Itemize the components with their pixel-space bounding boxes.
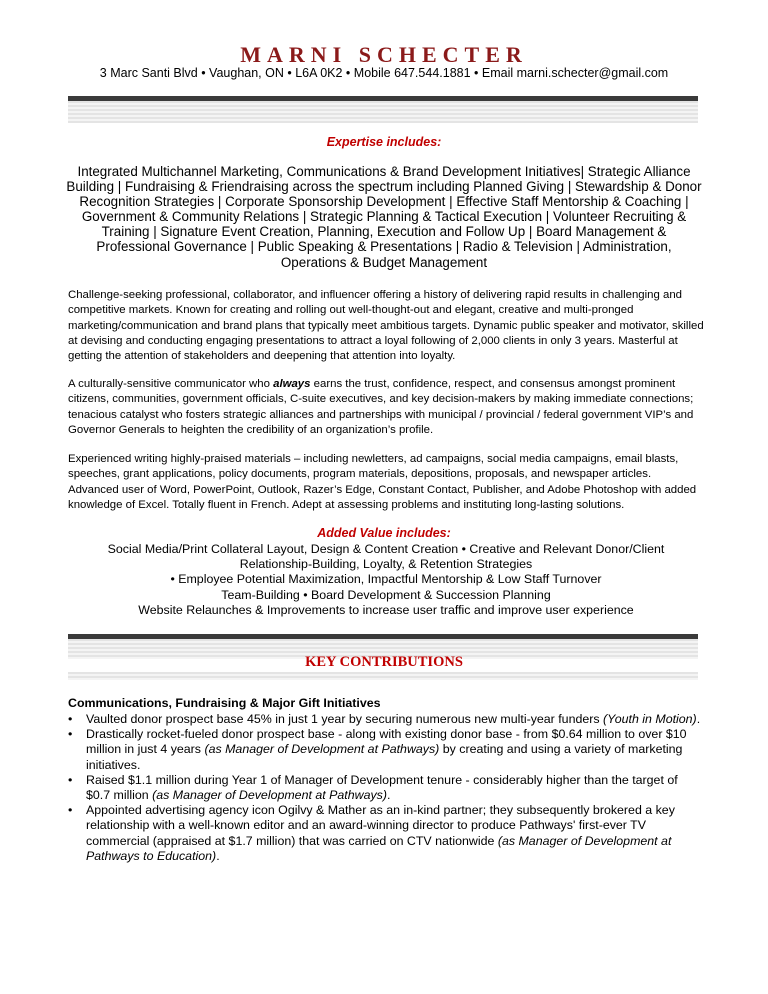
list-item: • Drastically rocket-fueled donor prospect base - along with existing donor base - from $0.64 million to over $10 million in just 4 years (as Manager of Development at Pathways) by creating and using a variety of marketing initiatives. — [68, 727, 687, 772]
list-item: • Raised $1.1 million during Year 1 of Manager of Development tenure - considerably higher than the target of $0.7 million (as Manager of Development at Pathways). — [68, 772, 678, 803]
summary-paragraph-3: Experienced writing highly-praised materials – including newletters, ad campaigns, social media campaigns, email blasts, speeches, grant applications, policy documents, program materials, depositions, proposals, and newspaper articles. Advanced user of Word, PowerPoint, Outlook, Razer’s Edge, Constant Contact, Publisher, and Adobe Photoshop with added knowledge of Excel. Totally fluent in French. Adept at assessing problems and instituting long-lasting solutions. — [68, 453, 697, 511]
list-item: • Appointed advertising agency icon Ogilvy & Mather as an in-kind partner; they subsequently brokered a key relationship with a well-known editor and an award-winning director to produce Pathways' first-ever TV commercial (appraised at $1.7 million) that was carried on CTV nationwide (as Manager of Development at Pathways to Education). — [68, 803, 675, 863]
header-divider-band — [68, 96, 698, 123]
key-contributions-heading: KEY CONTRIBUTIONS — [305, 654, 463, 670]
summary-paragraph-2 — [68, 377, 704, 438]
contact-info: 3 Marc Santi Blvd • Vaughan, ON • L6A 0K2 • Mobile 647.544.1881 • Email marni.schecter@gmail.com — [99, 66, 669, 80]
summary-p2-emphasis: always — [273, 378, 311, 390]
expertise-heading: Expertise includes: — [326, 135, 442, 149]
contributions-list — [68, 712, 704, 864]
added-value-heading: Added Value includes: — [317, 526, 451, 540]
bullet-icon: • — [68, 712, 73, 726]
added-value-line: • Employee Potential Maximization, Impactful Mentorship & Low Staff Turnover — [170, 572, 602, 587]
summary-p2-text-b: earns the trust, confidence, respect, and consensus amongst prominent citizens, communities, government officials, C-suite executives, and key decision-makers by making immediate connections; tenacious catalyst who fosters strategic alliances and partnerships with municipal / provincial / federal government VIP’s and Governor Generals to heighten the credibility of an organization’s profile. — [68, 378, 694, 436]
added-value-line: Social Media/Print Collateral Layout, Design & Content Creation • Creative and Relevant Donor/Client — [107, 542, 665, 556]
summary-paragraph-1: Challenge-seeking professional, collaborator, and influencer offering a history of delivering rapid results in challenging and competitive markets. Known for creating and rolling out well-thought-out and elegant, creative and multi-pronged marketing/communication and brand plans that typically meet ambitious targets. Dynamic public speaker and motivator, skilled at devising and conducting engaging presentations to attract a loyal following of 2,000 clients in only 3 years. Masterful at getting the attention of stakeholders and deepening that attention into loyalty. — [68, 289, 704, 363]
added-value-line: Team-Building • Board Development & Succession Planning — [221, 587, 551, 602]
added-value-line: Website Relaunches & Improvements to increase user traffic and improve user experience — [138, 602, 634, 617]
bullet-icon: • — [68, 803, 73, 818]
added-value-list — [68, 542, 704, 618]
bullet-icon: • — [68, 727, 73, 742]
contributions-band-lines — [68, 672, 698, 680]
contributions-subheading: Communications, Fundraising & Major Gift Initiatives — [68, 696, 381, 710]
expertise-list: Integrated Multichannel Marketing, Communications & Brand Development Initiatives| Strategic Alliance Building | Fundraising & Friendraising across the spectrum including Planned Giving | Stewardship & Donor Recognition Strategies | Corporate Sponsorship Development | Effective Staff Mentorship & Coaching | Government & Community Relations | Strategic Planning & Tactical Execution | Volunteer Recruiting & Training | Signature Event Creation, Planning, Execution and Follow Up | Board Management & Professional Governance | Public Speaking & Presentations | Radio & Television | Administration, Operations & Budget Management — [66, 164, 702, 270]
list-item: • Vaulted donor prospect base 45% in just 1 year by securing numerous new multi-year funders (Youth in Motion). — [68, 712, 701, 726]
summary-p2-text-a: A culturally-sensitive communicator who — [68, 378, 274, 390]
bullet-icon: • — [68, 772, 73, 787]
added-value-line: Relationship-Building, Loyalty, & Retention Strategies — [239, 557, 533, 572]
candidate-name: MARNI SCHECTER — [240, 42, 528, 67]
